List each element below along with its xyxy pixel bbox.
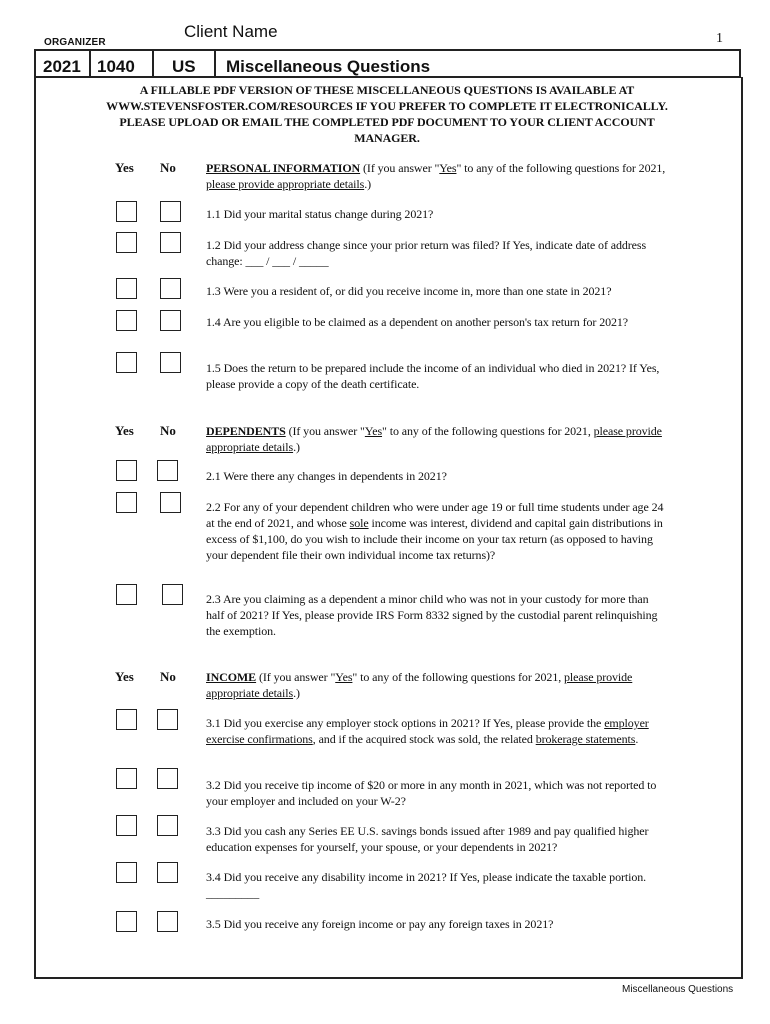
q3-1-no-checkbox[interactable] (157, 709, 178, 730)
q2-2-yes-checkbox[interactable] (116, 492, 137, 513)
intro-text: " to any of the following questions for 2021, (456, 161, 666, 175)
page-number: 1 (716, 31, 723, 46)
intro-text: (If you answer " (285, 424, 365, 438)
question-2-1: 2.1 Were there any changes in dependents in 2021? (206, 469, 447, 483)
q1-4-no-checkbox[interactable] (160, 310, 181, 331)
question-text: 3.1 Did you exercise any employer stock options in 2021? If Yes, please provide the (206, 716, 605, 730)
dependents-title: DEPENDENTS (206, 424, 286, 438)
intro-yes: Yes (439, 161, 457, 175)
intro-details: please provide appropriate details (206, 177, 365, 191)
question-3-4: 3.4 Did you receive any disability income in 2021? If Yes, please indicate the taxable portion. _________ (206, 870, 647, 900)
sole-emphasis: sole (349, 516, 369, 530)
question-1-4: 1.4 Are you eligible to be claimed as a dependent on another person's tax return for 2021? (206, 315, 629, 329)
organizer-label: ORGANIZER (44, 37, 106, 48)
client-name: Client Name (184, 22, 278, 41)
intro-details: please provide appropriate details (206, 424, 662, 454)
yes-column-label: Yes (115, 423, 134, 438)
question-text: income was interest, dividend and capital gain distributions in excess of $1,100, do you wish to include their income on your tax return (as opposed to having your dependent file their own individual income tax returns)? (206, 516, 663, 562)
intro-text: " to any of the following questions for 2021, (382, 424, 594, 438)
q1-1-no-checkbox[interactable] (160, 201, 181, 222)
q1-4-yes-checkbox[interactable] (116, 310, 137, 331)
q3-2-no-checkbox[interactable] (157, 768, 178, 789)
yes-column-label: Yes (115, 160, 134, 175)
dependents-section-heading (206, 423, 666, 455)
intro-yes: Yes (335, 670, 353, 684)
question-3-1 (206, 715, 666, 747)
intro-text: .) (293, 440, 300, 454)
personal-section-heading (206, 160, 666, 192)
exercise-confirmations: employer exercise confirmations (206, 716, 649, 746)
yes-column-label: Yes (115, 669, 134, 684)
q2-3-no-checkbox[interactable] (162, 584, 183, 605)
question-2-2 (206, 499, 666, 563)
right-edge (739, 50, 741, 77)
q3-3-no-checkbox[interactable] (157, 815, 178, 836)
income-title: INCOME (206, 670, 257, 684)
country-code: US (172, 57, 196, 76)
q1-2-yes-checkbox[interactable] (116, 232, 137, 253)
q1-1-yes-checkbox[interactable] (116, 201, 137, 222)
question-text: . (635, 732, 639, 746)
q3-5-yes-checkbox[interactable] (116, 911, 137, 932)
intro-text: .) (364, 177, 371, 191)
q2-1-no-checkbox[interactable] (157, 460, 178, 481)
question-3-3: 3.3 Did you cash any Series EE U.S. savings bonds issued after 1989 and pay qualified higher education expenses for yourself, your spouse, or your dependents in 2021? (206, 824, 649, 854)
q3-4-no-checkbox[interactable] (157, 862, 178, 883)
q1-5-no-checkbox[interactable] (160, 352, 181, 373)
question-1-2: 1.2 Did your address change since your prior return was filed? If Yes, indicate date of address change: ___ / ___ / _____ (206, 238, 647, 268)
left-edge (34, 50, 36, 77)
q3-4-yes-checkbox[interactable] (116, 862, 137, 883)
intro-text: (If you answer " (360, 161, 440, 175)
question-text: , and if the acquired stock was sold, the related (312, 732, 536, 746)
intro-text: (If you answer " (256, 670, 336, 684)
question-text: 2.2 For any of your dependent children who were under age 19 or full time students under age 24 at the end of 2021, and whose (206, 500, 664, 530)
no-column-label: No (160, 423, 176, 438)
brokerage-statements: brokerage statements (535, 732, 636, 746)
q3-3-yes-checkbox[interactable] (116, 815, 137, 836)
intro-details: please provide appropriate details (206, 670, 633, 700)
q2-2-no-checkbox[interactable] (160, 492, 181, 513)
personal-title: PERSONAL INFORMATION (206, 161, 361, 175)
question-1-3: 1.3 Were you a resident of, or did you receive income in, more than one state in 2021? (206, 284, 612, 298)
form-number: 1040 (97, 57, 135, 76)
q2-1-yes-checkbox[interactable] (116, 460, 137, 481)
q1-3-no-checkbox[interactable] (160, 278, 181, 299)
question-1-5: 1.5 Does the return to be prepared include the income of an individual who died in 2021? If Yes, please provide a copy of the death certificate. (206, 361, 660, 391)
intro-yes: Yes (364, 424, 383, 438)
question-3-5: 3.5 Did you receive any foreign income or pay any foreign taxes in 2021? (206, 917, 554, 931)
no-column-label: No (160, 160, 176, 175)
page-title: Miscellaneous Questions (226, 57, 431, 76)
q3-5-no-checkbox[interactable] (157, 911, 178, 932)
pdf-notice: A FILLABLE PDF VERSION OF THESE MISCELLANEOUS QUESTIONS IS AVAILABLE AT WWW.STEVENSFOSTER.COM/RESOURCES IF YOU PREFER TO COMPLETE IT ELECTRONICALLY. PLEASE UPLOAD OR EMAIL THE COMPLETED PDF DOCUMENT TO YOUR CLIENT ACCOUNT MANAGER. (106, 83, 668, 145)
q1-5-yes-checkbox[interactable] (116, 352, 137, 373)
tax-year: 2021 (43, 57, 81, 76)
intro-text: .) (293, 686, 300, 700)
q1-2-no-checkbox[interactable] (160, 232, 181, 253)
income-section-heading (206, 669, 666, 701)
q2-3-yes-checkbox[interactable] (116, 584, 137, 605)
question-2-3: 2.3 Are you claiming as a dependent a minor child who was not in your custody for more than half of 2021? If Yes, please provide IRS Form 8332 signed by the custodial parent relinquishing the exemption. (206, 592, 658, 638)
q3-2-yes-checkbox[interactable] (116, 768, 137, 789)
intro-text: " to any of the following questions for 2021, (352, 670, 565, 684)
question-1-1: 1.1 Did your marital status change during 2021? (206, 207, 434, 221)
q1-3-yes-checkbox[interactable] (116, 278, 137, 299)
footer-label: Miscellaneous Questions (622, 984, 734, 995)
question-3-2: 3.2 Did you receive tip income of $20 or more in any month in 2021, which was not reported to your employer and included on your W-2? (206, 778, 657, 808)
q3-1-yes-checkbox[interactable] (116, 709, 137, 730)
no-column-label: No (160, 669, 176, 684)
